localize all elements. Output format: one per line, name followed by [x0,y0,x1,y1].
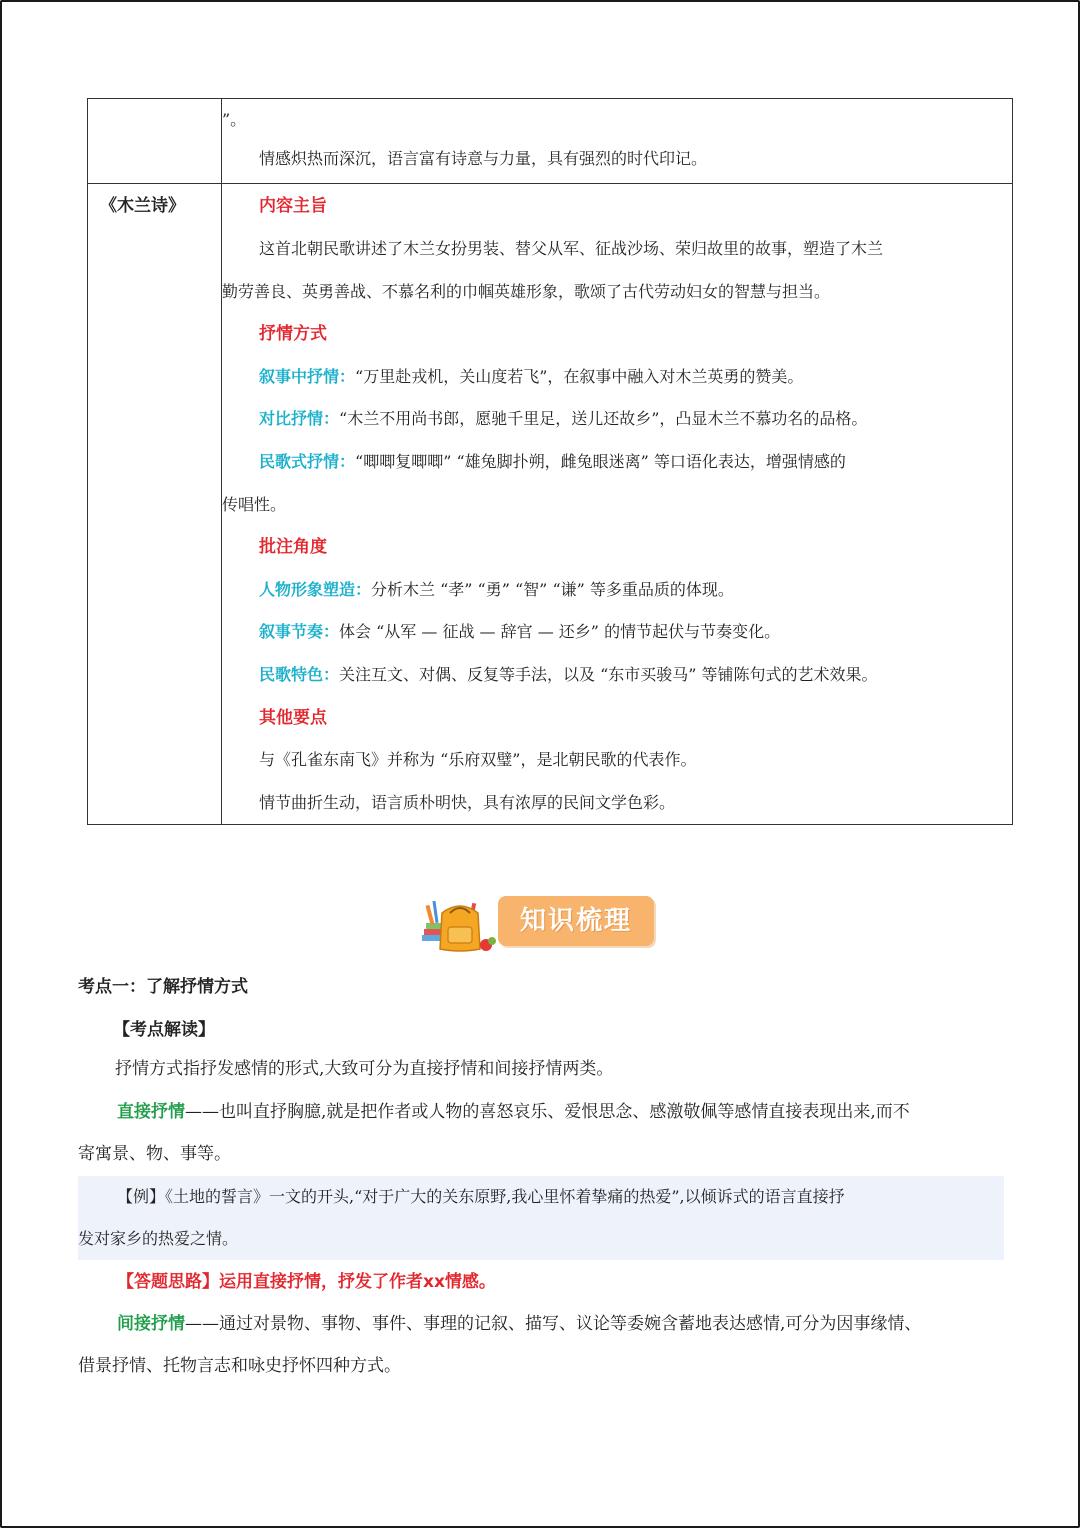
row-content-cell [222,184,1013,825]
intro-paragraph: 抒情方式指抒发感情的形式,大致可分为直接抒情和间接抒情两类。 [115,1059,614,1079]
section-badge [420,893,660,953]
row-content-cell [222,99,1013,184]
school-bag-icon [420,895,498,953]
method-label: 民歌式抒情： [259,451,356,471]
other-heading: 其他要点 [259,707,327,728]
method-text: “万里赴戎机，关山度若飞”，在叙事中融入对木兰英勇的赞美。 [355,366,804,386]
method-label: 叙事中抒情： [259,366,356,386]
direct-definition: ——也叫直抒胸臆,就是把作者或人物的喜怒哀乐、爱恨思念、感激敬佩等感情直接表现出来,而不 [185,1102,910,1122]
direct-line-2: 寄寓景、物、事等。 [78,1144,231,1164]
direct-line-1 [117,1091,1017,1134]
notes-table [87,98,1013,825]
text-line: 情节曲折生动，语言质朴明快，具有浓厚的民间文学色彩。 [259,792,676,812]
method-text: “唧唧复唧唧” “雄兔脚扑朔，雌兔眼迷离” 等口语化表达，增强情感的 [355,451,846,471]
indirect-line-2: 借景抒情、托物言志和咏史抒怀四种方式。 [78,1356,401,1376]
text-line: ”。 [222,110,247,129]
example-line-1: 【例】《土地的誓言》一文的开头,“对于广大的关东原野,我心里怀着挚痛的热爱”,以倾诉式的语言直接抒 [117,1187,845,1206]
method-text: “木兰不用尚书郎，愿驰千里足，送儿还故乡”，凸显木兰不慕功名的品格。 [339,409,868,429]
text-line: 勤劳善良、英勇善战、不慕名利的巾帼英雄形象，歌颂了古代劳动妇女的智慧与担当。 [222,281,831,301]
angle-text: 关注互文、对偶、反复等手法，以及 “东市买骏马” 等铺陈句式的艺术效果。 [339,664,878,684]
direct-term: 直接抒情 [117,1102,185,1122]
method-label: 对比抒情： [259,409,340,429]
angle-label: 叙事节奏： [259,622,340,642]
angle-text: 分析木兰 “孝” “勇” “智” “谦” 等多重品质的体现。 [371,579,734,599]
section-title: 考点一：了解抒情方式 [78,977,248,997]
indirect-definition: ——通过对景物、事物、事件、事理的记叙、描写、议论等委婉含蓄地表达感情,可分为因事缘情、 [185,1314,922,1334]
emotion-heading: 抒情方式 [259,324,327,345]
text-line: 传唱性。 [222,494,287,514]
answer-hint: 【答题思路】运用直接抒情，抒发了作者xx情感。 [117,1272,496,1292]
table-row [88,99,1013,184]
indirect-term: 间接抒情 [117,1314,185,1334]
angle-text: 体会 “从军 — 征战 — 辞官 — 还乡” 的情节起伏与节奏变化。 [339,622,781,642]
row-title-cell [88,184,222,825]
content-heading: 内容主旨 [259,196,327,216]
angle-label: 人物形象塑造： [259,579,372,599]
example-line-2: 发对家乡的热爱之情。 [78,1229,239,1248]
work-title: 《木兰诗》 [100,196,185,216]
indirect-line-1 [117,1303,1017,1346]
key-point-label: 【考点解读】 [113,1020,215,1040]
angle-label: 民歌特色： [259,664,340,684]
annotation-heading: 批注角度 [259,537,327,558]
row-title-cell [88,99,222,184]
table-row [88,184,1013,825]
text-line: 与《孔雀东南飞》并称为 “乐府双璧”，是北朝民歌的代表作。 [259,750,697,770]
text-line: 情感炽热而深沉，语言富有诗意与力量，具有强烈的时代印记。 [259,149,708,168]
text-line: 这首北朝民歌讲述了木兰女扮男装、替父从军、征战沙场、荣归故里的故事，塑造了木兰 [259,239,884,258]
badge-label: 知识梳理 [498,896,654,946]
